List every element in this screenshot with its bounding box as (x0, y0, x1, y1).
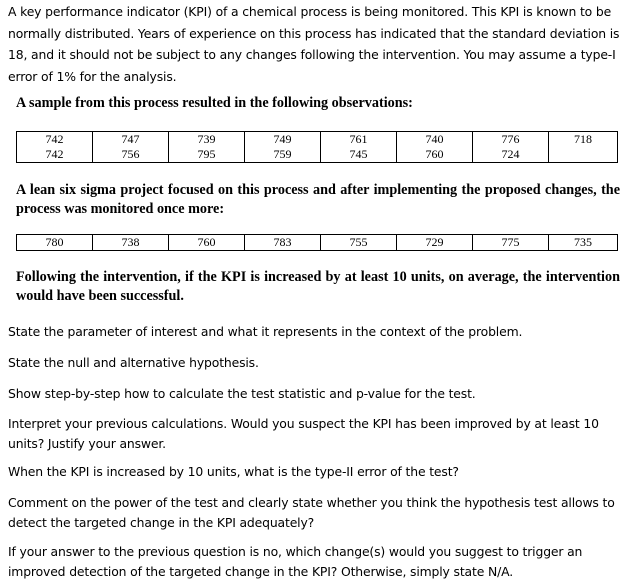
table-cell: 745 (321, 147, 397, 163)
table-cell: 756 (93, 147, 169, 163)
table-cell: 749 (245, 132, 321, 148)
table-cell: 780 (17, 235, 93, 251)
question-parameter: State the parameter of interest and what it represents in the context of the problem. (8, 324, 523, 339)
table-cell: 738 (93, 235, 169, 251)
table-cell: 783 (245, 235, 321, 251)
success-heading: Following the intervention, if the KPI is increased by at least 10 units, on average, the intervention would have been successful. (16, 269, 620, 304)
intro-paragraph: A key performance indicator (KPI) of a chemical process is being monitored. This KPI is known to be normally distributed. Years of experience on this process has indicated that the standard deviation is 18, and it should not be subject to any changes following the intervention. You may assume a type-I error of 1% for the analysis. (8, 4, 620, 84)
table-cell: 740 (397, 132, 473, 148)
table-cell: 718 (549, 132, 618, 148)
table-row (17, 147, 618, 163)
table-cell: 739 (169, 132, 245, 148)
question-test-statistic: Show step-by-step how to calculate the test statistic and p-value for the test. (8, 386, 476, 401)
table-row (17, 132, 618, 148)
table-cell: 795 (169, 147, 245, 163)
table-cell: 755 (321, 235, 397, 251)
lean-heading: A lean six sigma project focused on this process and after implementing the proposed changes, the process was monitored once more: (16, 182, 620, 217)
question-hypotheses: State the null and alternative hypothesis. (8, 355, 259, 370)
table-cell (549, 147, 618, 163)
table-cell: 775 (473, 235, 549, 251)
table-cell: 759 (245, 147, 321, 163)
table-cell: 742 (17, 147, 93, 163)
table-cell: 742 (17, 132, 93, 148)
table-cell: 747 (93, 132, 169, 148)
table-cell: 735 (549, 235, 618, 251)
question-power: Comment on the power of the test and clearly state whether you think the hypothesis test allows to detect the targeted change in the KPI adequately? (8, 495, 615, 530)
sample-heading: A sample from this process resulted in the following observations: (16, 95, 413, 111)
table-cell: 776 (473, 132, 549, 148)
question-type-ii-error: When the KPI is increased by 10 units, what is the type-II error of the test? (8, 464, 459, 479)
table-cell: 729 (397, 235, 473, 251)
before-observations-table (16, 131, 618, 163)
after-observations-table (16, 234, 618, 251)
table-cell: 760 (169, 235, 245, 251)
question-interpret: Interpret your previous calculations. Would you suspect the KPI has been improved by at least 10 units? Justify your answer. (8, 416, 599, 451)
table-cell: 724 (473, 147, 549, 163)
table-row (17, 235, 618, 251)
table-cell: 760 (397, 147, 473, 163)
table-cell: 761 (321, 132, 397, 148)
question-improvement: If your answer to the previous question is no, which change(s) would you suggest to trigger an improved detection of the targeted change in the KPI? Otherwise, simply state N/A. (8, 544, 583, 579)
